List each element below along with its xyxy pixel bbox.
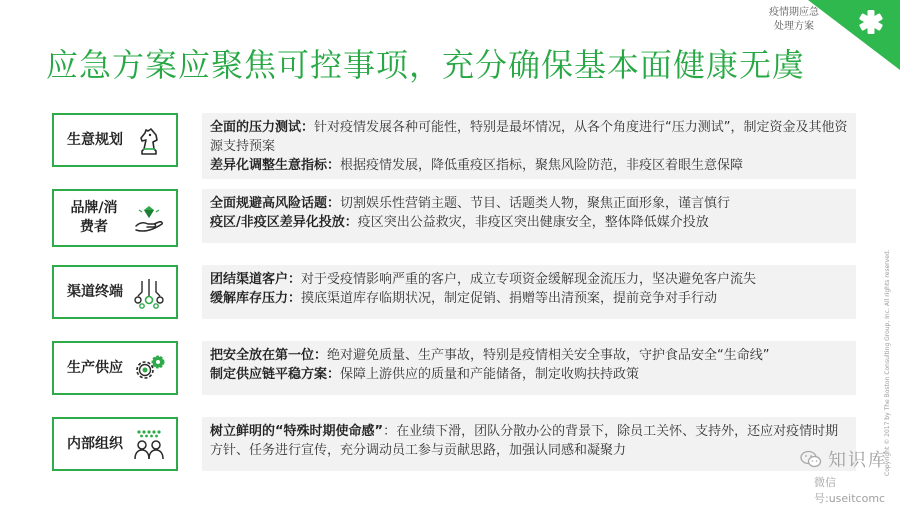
row-content [202,341,856,395]
team-people-icon [132,428,166,462]
watermark-sub: 微信号:useitcomc [814,476,886,505]
content-line [210,365,848,384]
watermark-name: 知识库 [828,450,888,471]
hand-gem-icon [132,202,166,236]
watermark [800,446,900,505]
line-text: 对于受疫情影响严重的客户，成立专项资金缓解现金流压力，坚决避免客户流失 [301,272,757,287]
row-content [202,265,856,319]
copyright-text: Copyright © 2017 by The Boston Consulting Group, Inc. All rights reserved. [884,249,891,476]
line-heading: 团结渠道客户： [210,272,302,287]
line-text: 切割娱乐性营销主题、节目、话题类人物，聚焦正面形象，谨言慎行 [340,196,731,211]
medical-cross-icon [808,0,900,70]
row-label: 渠道终端 [67,283,123,300]
row-channel-terminal [52,265,856,327]
line-text: 保障上游供应的质量和产能储备，制定收购扶持政策 [340,367,640,382]
line-heading: 把安全放在第一位： [210,348,328,363]
row-label: 生意规划 [67,131,123,148]
watermark-line [800,446,888,472]
chess-knight-icon [132,124,166,158]
channel-network-icon [132,276,166,310]
row-content [202,189,856,243]
line-heading: 差异化调整生意指标： [210,158,341,173]
content-line [210,213,848,232]
row-label-box [52,341,178,395]
row-label-box [52,189,178,247]
row-label: 生产供应 [67,359,123,376]
content-line [210,422,848,460]
content-line [210,270,848,289]
line-heading: 制定供应链平稳方案： [210,367,341,382]
page-title: 应急方案应聚焦可控事项，充分确保基本面健康无虞 [46,46,806,84]
row-label-box [52,113,178,167]
line-heading: 疫区/非疫区差异化投放： [210,215,358,230]
row-label: 品牌/消费者 [70,200,118,235]
section-tag-line2: 处理方案 [774,21,814,32]
section-tag-line1: 疫情期应急 [769,7,819,18]
row-label: 内部组织 [67,435,123,452]
line-text: 绝对避免质量、生产事故，特别是疫情相关安全事故，守护食品安全“生命线” [327,348,770,363]
row-label-box [52,265,178,319]
line-heading: 全面的压力测试： [210,120,315,135]
content-line [210,289,848,308]
line-text: 根据疫情发展，降低重疫区指标，聚焦风险防范，非疫区着眼生意保障 [340,158,744,173]
copyright-notice [884,249,898,476]
line-text: 疫区突出公益救灾，非疫区突出健康安全，整体降低媒介投放 [357,215,709,230]
row-production-supply [52,341,856,403]
row-content [202,113,856,179]
row-label-box [52,417,178,471]
wechat-icon [800,450,822,468]
gears-icon [132,352,166,386]
content-line [210,156,848,175]
content-line [210,118,848,156]
line-heading: 树立鲜明的“特殊时期使命感” [210,424,384,439]
row-brand-consumer [52,189,856,251]
row-business-planning [52,113,856,175]
content-line [210,346,848,365]
line-heading: 缓解库存压力： [210,291,302,306]
line-text: 针对疫情发展各种可能性，特别是最坏情况，从各个角度进行“压力测试”，制定资金及其他资源支持预案 [210,120,848,154]
line-text: ：在业绩下滑，团队分散办公的背景下，除员工关怀、支持外，还应对疫情时期方针、任务进行宣传，充分调动员工参与贡献思路，加强认同感和凝聚力 [210,424,839,458]
content-line [210,194,848,213]
row-content [202,417,856,471]
line-text: 摸底渠道库存临期状况，制定促销、捐赠等出清预案，提前竞争对手行动 [301,291,718,306]
row-internal-organization [52,417,856,479]
line-heading: 全面规避高风险话题： [210,196,341,211]
